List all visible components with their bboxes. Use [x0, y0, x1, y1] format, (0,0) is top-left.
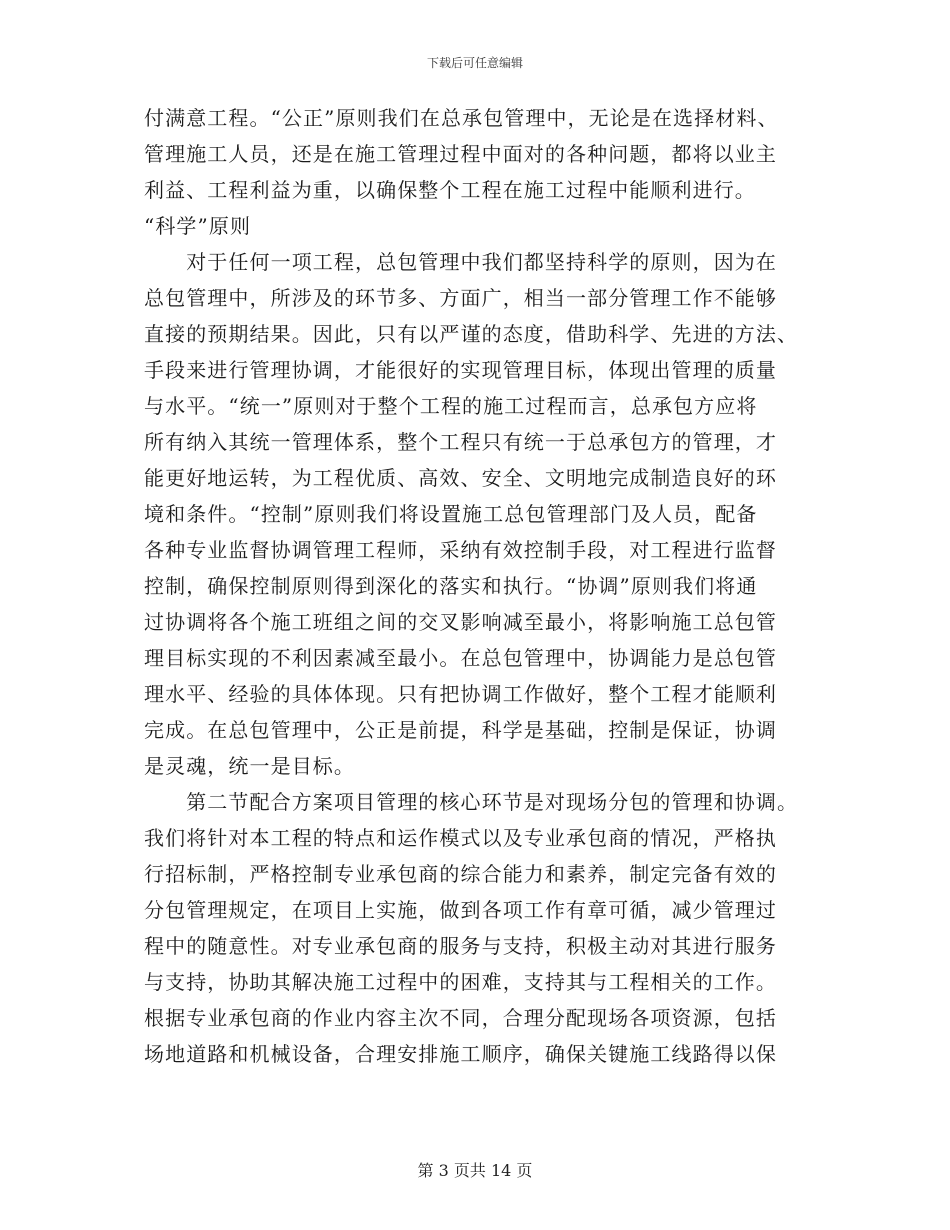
text-line: 能更好地运转，为工程优质、高效、安全、文明地完成制造良好的环 — [144, 466, 777, 490]
text-line: 管理施工人员，还是在施工管理过程中面对的各种问题，都将以业主 — [144, 142, 777, 166]
text-line: 理目标实现的不利因素减至最小。在总包管理中，协调能力是总包管 — [144, 646, 777, 670]
text-line: 对于任何一项工程，总包管理中我们都坚持科学的原则，因为在 — [144, 250, 777, 274]
page-header-note: 下载后可任意编辑 — [426, 56, 523, 70]
text-line: 付满意工程。“公正”原则我们在总承包管理中，无论是在选择材料、 — [144, 106, 779, 130]
text-line: 第二节配合方案项目管理的核心环节是对现场分包的管理和协调。 — [144, 790, 799, 814]
text-line: 分包管理规定，在项目上实施，做到各项工作有章可循，减少管理过 — [144, 898, 777, 922]
page-number: 第 3 页共 14 页 — [417, 1161, 533, 1180]
text-line: 过协调将各个施工班组之间的交叉影响减至最小，将影响施工总包管 — [144, 610, 777, 634]
text-line: 所有纳入其统一管理体系，整个工程只有统一于总承包方的管理，才 — [144, 430, 777, 454]
text-line: 理水平、经验的具体体现。只有把协调工作做好，整个工程才能顺利 — [144, 682, 777, 706]
section-heading: “科学”原则 — [144, 214, 252, 238]
text-line: 行招标制，严格控制专业承包商的综合能力和素养，制定完备有效的 — [144, 862, 777, 886]
text-line: 我们将针对本工程的特点和运作模式以及专业承包商的情况，严格执 — [144, 826, 777, 850]
text-line: 利益、工程利益为重，以确保整个工程在施工过程中能顺利进行。 — [144, 178, 756, 202]
text-line: 完成。在总包管理中，公正是前提，科学是基础，控制是保证，协调 — [144, 718, 777, 742]
text-line: 与支持，协助其解决施工过程中的困难，支持其与工程相关的工作。 — [144, 970, 777, 994]
text-line: 直接的预期结果。因此，只有以严谨的态度，借助科学、先进的方法、 — [144, 322, 799, 346]
text-line: 各种专业监督协调管理工程师，采纳有效控制手段，对工程进行监督 — [144, 538, 777, 562]
text-line: 境和条件。“控制”原则我们将设置施工总包管理部门及人员，配备 — [144, 502, 758, 526]
text-line: 与水平。“统一”原则对于整个工程的施工过程而言，总承包方应将 — [144, 394, 758, 418]
text-line: 控制，确保控制原则得到深化的落实和执行。“协调”原则我们将通 — [144, 574, 758, 598]
text-line: 根据专业承包商的作业内容主次不同，合理分配现场各项资源，包括 — [144, 1006, 777, 1030]
text-line: 场地道路和机械设备，合理安排施工顺序，确保关键施工线路得以保 — [144, 1042, 777, 1066]
text-line: 总包管理中，所涉及的环节多、方面广，相当一部分管理工作不能够 — [144, 286, 777, 310]
text-line: 程中的随意性。对专业承包商的服务与支持，积极主动对其进行服务 — [144, 934, 777, 958]
document-body — [144, 100, 814, 1072]
text-line: 是灵魂，统一是目标。 — [144, 754, 355, 778]
text-line: 手段来进行管理协调，才能很好的实现管理目标，体现出管理的质量 — [144, 358, 777, 382]
